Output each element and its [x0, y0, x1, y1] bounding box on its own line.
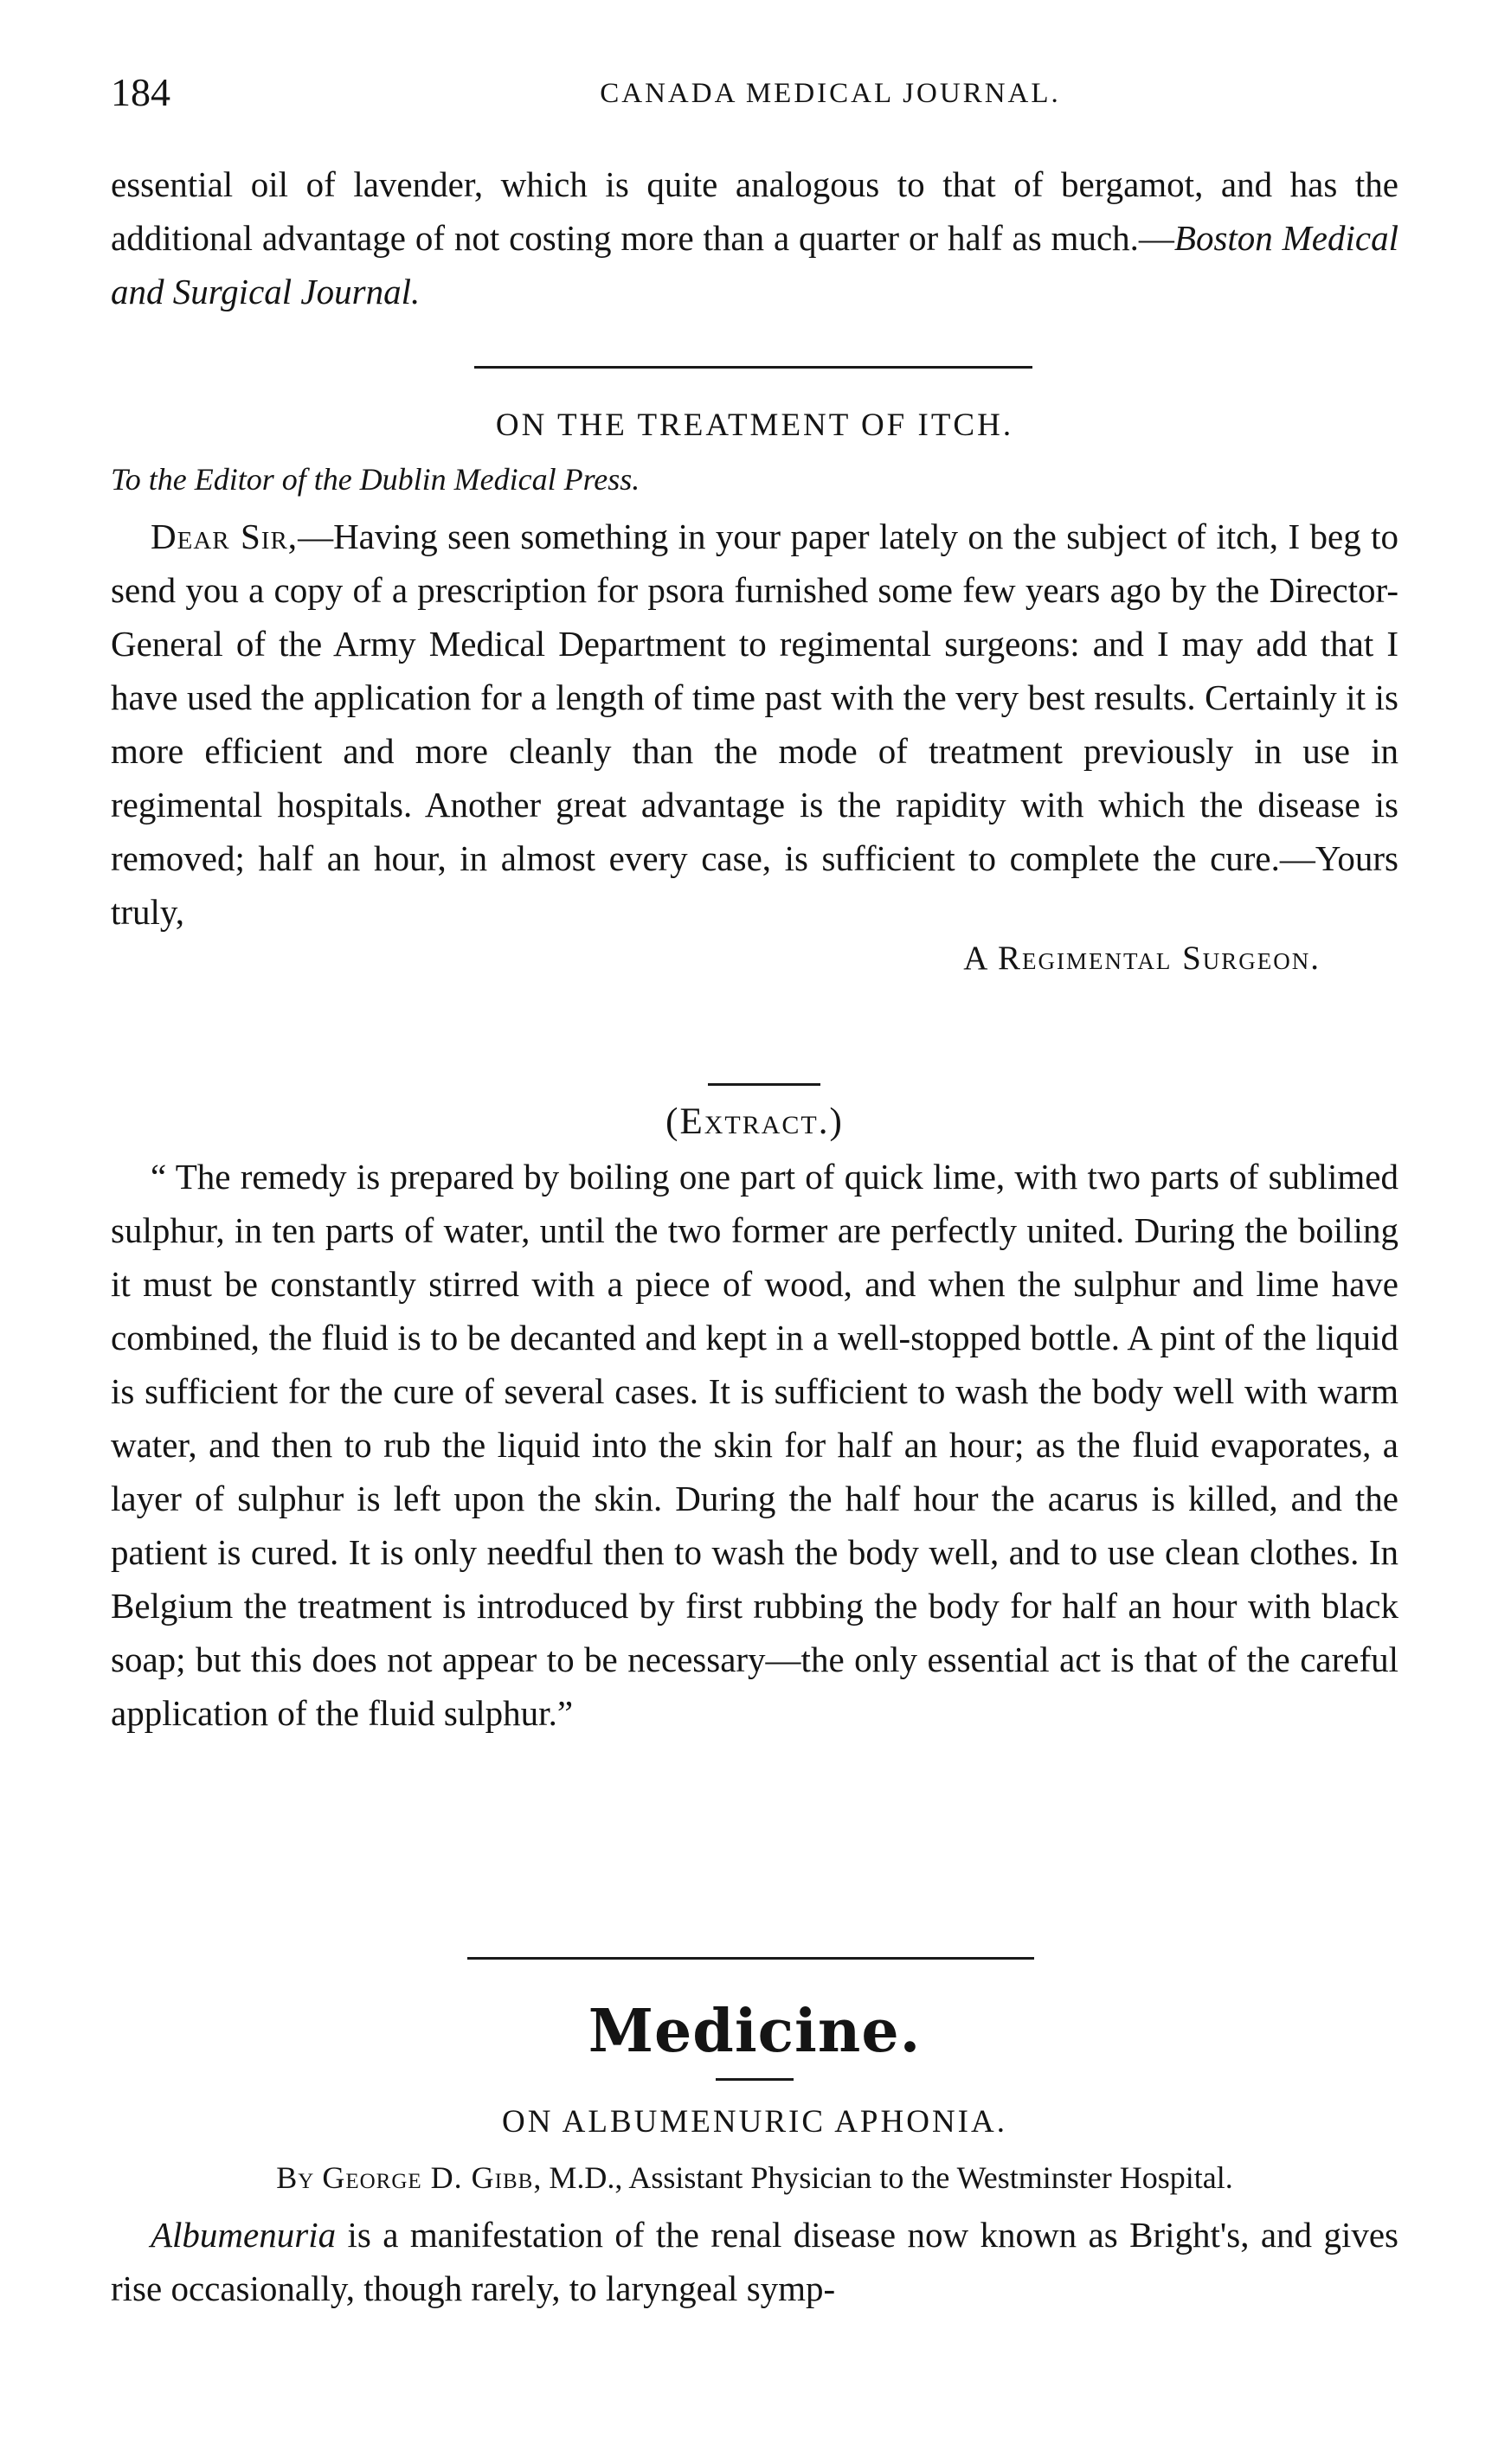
- page-header: [111, 62, 1394, 123]
- byline-rest: , M.D., Assistant Physician to the Westminster Hospital.: [533, 2160, 1233, 2195]
- continuation-block: [111, 157, 1398, 318]
- body-term: Albumenuria: [151, 2215, 337, 2255]
- letter-text: —Having seen something in your paper lately on the subject of itch, I beg to send you a copy of a prescription for psora furnished some few years ago by the Director-General of the Army Medical Department to regimental surgeons: and I may add that I have used the application for a length of time past with the very best results. Certainly it is more efficient and more cleanly than the mode of treatment previously in use in regimental hospitals. Another great advantage is the rapidity with which the disease is removed; half an hour, in almost every case, is sufficient to complete the cure.—Yours truly,: [111, 517, 1398, 932]
- extract-block: [111, 1100, 1398, 1740]
- signature: A Regimental Surgeon.: [963, 940, 1321, 977]
- page-number: 184: [111, 70, 170, 114]
- addressee-line: To the Editor of the Dublin Medical Press.: [111, 462, 640, 497]
- salutation: Dear Sir,: [151, 517, 299, 556]
- article-title: ON THE TREATMENT OF ITCH.: [495, 407, 1014, 443]
- running-head: CANADA MEDICAL JOURNAL.: [600, 78, 1061, 109]
- byline: [111, 2159, 1398, 2196]
- article-title-2: ON ALBUMENURIC APHONIA.: [502, 2104, 1007, 2140]
- body-text: is a manifestation of the renal disease now known as Bright's, and gives rise occasionally, though rarely, to laryngeal symp-: [111, 2215, 1398, 2308]
- medicine-section: [111, 1997, 1398, 2315]
- byline-prefix: By: [276, 2160, 315, 2195]
- source-citation: Boston Medical and Surgical Journal.: [111, 218, 1398, 311]
- itch-article: [111, 398, 1398, 978]
- section-divider-2: [467, 1957, 1034, 1960]
- section-heading: Medicine.: [588, 1997, 922, 2066]
- extract-paragraph: “ The remedy is prepared by boiling one part of quick lime, with two parts of sublimed sulphur, in ten parts of water, until the two former are perfectly united. During the boiling it must be constantly stirred with a piece of wood, and when the sulphur and lime have combined, the fluid is to be decanted and kept in a well-stopped bottle. A pint of the liquid is sufficient for the cure of several cases. It is sufficient to wash the body well with warm water, and then to rub the liquid into the skin for half an hour; as the fluid evaporates, a layer of sulphur is left upon the skin. During the half hour the acarus is killed, and the patient is cured. It is only needful then to wash the body well, and to use clean clothes. In Belgium the treatment is introduced by first rubbing the body for half an hour with black soap; but this does not appear to be necessary—the only essential act is that of the careful application of the fluid sulphur.”: [111, 1157, 1398, 1733]
- letter-body: [111, 510, 1398, 939]
- continuation-paragraph: [111, 157, 1398, 318]
- extract-divider: [708, 1083, 820, 1086]
- extract-heading: (Extract.): [665, 1101, 844, 1142]
- article-body: [111, 2208, 1398, 2315]
- continuation-text: essential oil of lavender, which is quite analogous to that of bergamot, and has the additional advantage of not costing more than a quarter or half as much.—: [111, 164, 1398, 258]
- author-name: George D. Gibb: [322, 2160, 534, 2195]
- heading-underline: [716, 2078, 794, 2081]
- section-divider: [474, 366, 1032, 369]
